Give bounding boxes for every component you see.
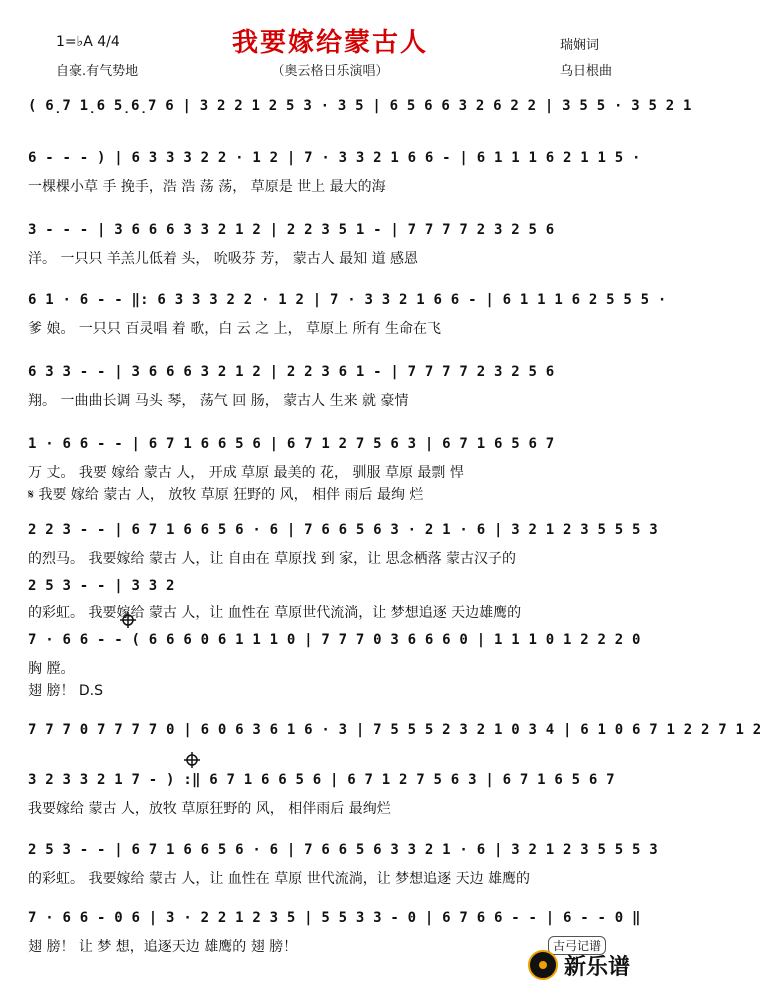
score-row-8-notes: 2 5 3 - - | 3 3 2	[28, 578, 175, 594]
transcriber-credit: 古弓记谱	[548, 936, 606, 955]
song-title: 我要嫁给蒙古人	[231, 28, 428, 58]
coda-icon	[120, 612, 136, 628]
score-row-12-notes: 2 5 3 - - | 6 7 1 6 6 5 6 · 6 | 7 6 6 5 6 3 3 2 1 · 6 | 3 2 1 2 3 5 5 5 3	[28, 842, 658, 858]
score-row-5-notes: 6 3 3 - - | 3 6 6 6 3 2 1 2 | 2 2 3 6 1 - | 7 7 7 7 2 3 2 5 6	[28, 364, 555, 380]
score-row-2-notes: 6 - - - ) | 6 3 3 3 2 2 · 1 2 | 7 · 3 3 2 1 6 6 - | 6 1 1 1 6 2 1 1 5 ·	[28, 150, 641, 166]
score-row-12-lyrics: 的彩虹。 我要嫁给 蒙古 人，让 血性在 草原 世代流淌，让 梦想追逐 天边 雄鹰的	[28, 871, 531, 887]
composer-credit: 乌日根曲	[560, 64, 613, 79]
score-row-13-lyrics: 翅 膀！ 让 梦 想，追逐天边 雄鹰的 翅 膀！	[28, 939, 298, 955]
score-row-4-lyrics: 爹 娘。 一只只 百灵唱 着 歌，白 云 之 上， 草原上 所有 生命在飞	[28, 321, 441, 337]
key-signature: 1=♭A 4/4	[56, 34, 120, 50]
score-row-3-notes: 3 - - - | 3 6 6 6 3 3 2 1 2 | 2 2 3 5 1 - | 7 7 7 7 2 3 2 5 6	[28, 222, 555, 238]
score-row-9-lyrics: 胸 膛。	[28, 661, 75, 677]
score-row-7-notes: 2 2 3 - - | 6 7 1 6 6 5 6 · 6 | 7 6 6 5 6 3 · 2 1 · 6 | 3 2 1 2 3 5 5 5 3	[28, 522, 658, 538]
score-row-5-lyrics: 翔。 一曲曲长调 马头 琴， 荡气 回 肠， 蒙古人 生来 就 豪情	[28, 393, 409, 409]
score-row-6-lyrics: 万 丈。 我要 嫁给 蒙古 人， 开成 草原 最美的 花， 驯服 草原 最剽 悍	[28, 465, 464, 481]
score-row-10-notes: 7 7 7 0 7 7 7 7 0 | 6 0 6 3 6 1 6 · 3 | 7 5 5 5 2 3 2 1 0 3 4 | 6 1 0 6 7 1 2 2 7 1 2	[28, 722, 761, 738]
score-row-13-notes: 7 · 6 6 - 0 6 | 3 · 2 2 1 2 3 5 | 5 5 3 3 - 0 | 6 7 6 6 - - | 6 - - 0 ‖	[28, 910, 641, 926]
score-row-3-lyrics: 洋。 一只只 羊羔儿低着 头， 吮吸芬 芳， 蒙古人 最知 道 感恩	[28, 251, 419, 267]
score-row-6-notes: 1 · 6 6 - - | 6 7 1 6 6 5 6 | 6 7 1 2 7 5 6 3 | 6 7 1 6 5 6 7	[28, 436, 555, 452]
tempo-marking: 自豪.有气势地	[56, 64, 139, 79]
record-icon	[528, 950, 558, 980]
performer-subtitle: （奥云格日乐演唱）	[271, 64, 389, 79]
score-row-7-lyrics: 的烈马。 我要嫁给 蒙古 人，让 自由在 草原找 到 家，让 思念栖落 蒙古汉子的	[28, 551, 517, 567]
score-row-1-notes: ( 6̣7 1̣6 5̣6̣7 6 | 3 2 2 1 2 5 3 · 3 5 | 6 5 6 6 3 2 6 2 2 | 3 5 5 · 3 5 2 1	[28, 98, 692, 114]
score-row-11-notes: 3 2 3 3 2 1 7 - ) :‖ 6 7 1 6 6 5 6 | 6 7 1 2 7 5 6 3 | 6 7 1 6 5 6 7	[28, 772, 615, 788]
site-logo	[528, 948, 648, 982]
score-row-11-lyrics: 我要嫁给 蒙古 人，放牧 草原狂野的 风， 相伴雨后 最绚烂	[28, 801, 391, 817]
score-row-9-lyrics-verse2: 翅 膀！ D.S	[28, 683, 104, 699]
score-row-6-lyrics-verse2: 𝄋 我要 嫁给 蒙古 人， 放牧 草原 狂野的 风， 相伴 雨后 最绚 烂	[28, 487, 424, 503]
score-row-4-notes: 6 1 · 6 - - ‖: 6 3 3 3 2 2 · 1 2 | 7 · 3 3 2 1 6 6 - | 6 1 1 1 6 2 5 5 5 ·	[28, 292, 667, 308]
lyricist-credit: 瑞娴词	[560, 38, 600, 53]
score-row-8-lyrics: 的彩虹。 我要嫁给 蒙古 人，让 血性在 草原世代流淌，让 梦想追逐 天边雄鹰的	[28, 605, 522, 621]
coda-icon	[184, 752, 200, 768]
score-row-2-lyrics: 一棵棵小草 手 挽手，浩 浩 荡 荡， 草原是 世上 最大的海	[28, 179, 386, 195]
score-row-9-notes: 7 · 6 6 - - ( 6 6 6 0 6 1 1 1 0 | 7 7 7 0 3 6 6 6 0 | 1 1 1 0 1 2 2 2 0	[28, 632, 641, 648]
brand-name: 新乐谱	[564, 955, 631, 980]
